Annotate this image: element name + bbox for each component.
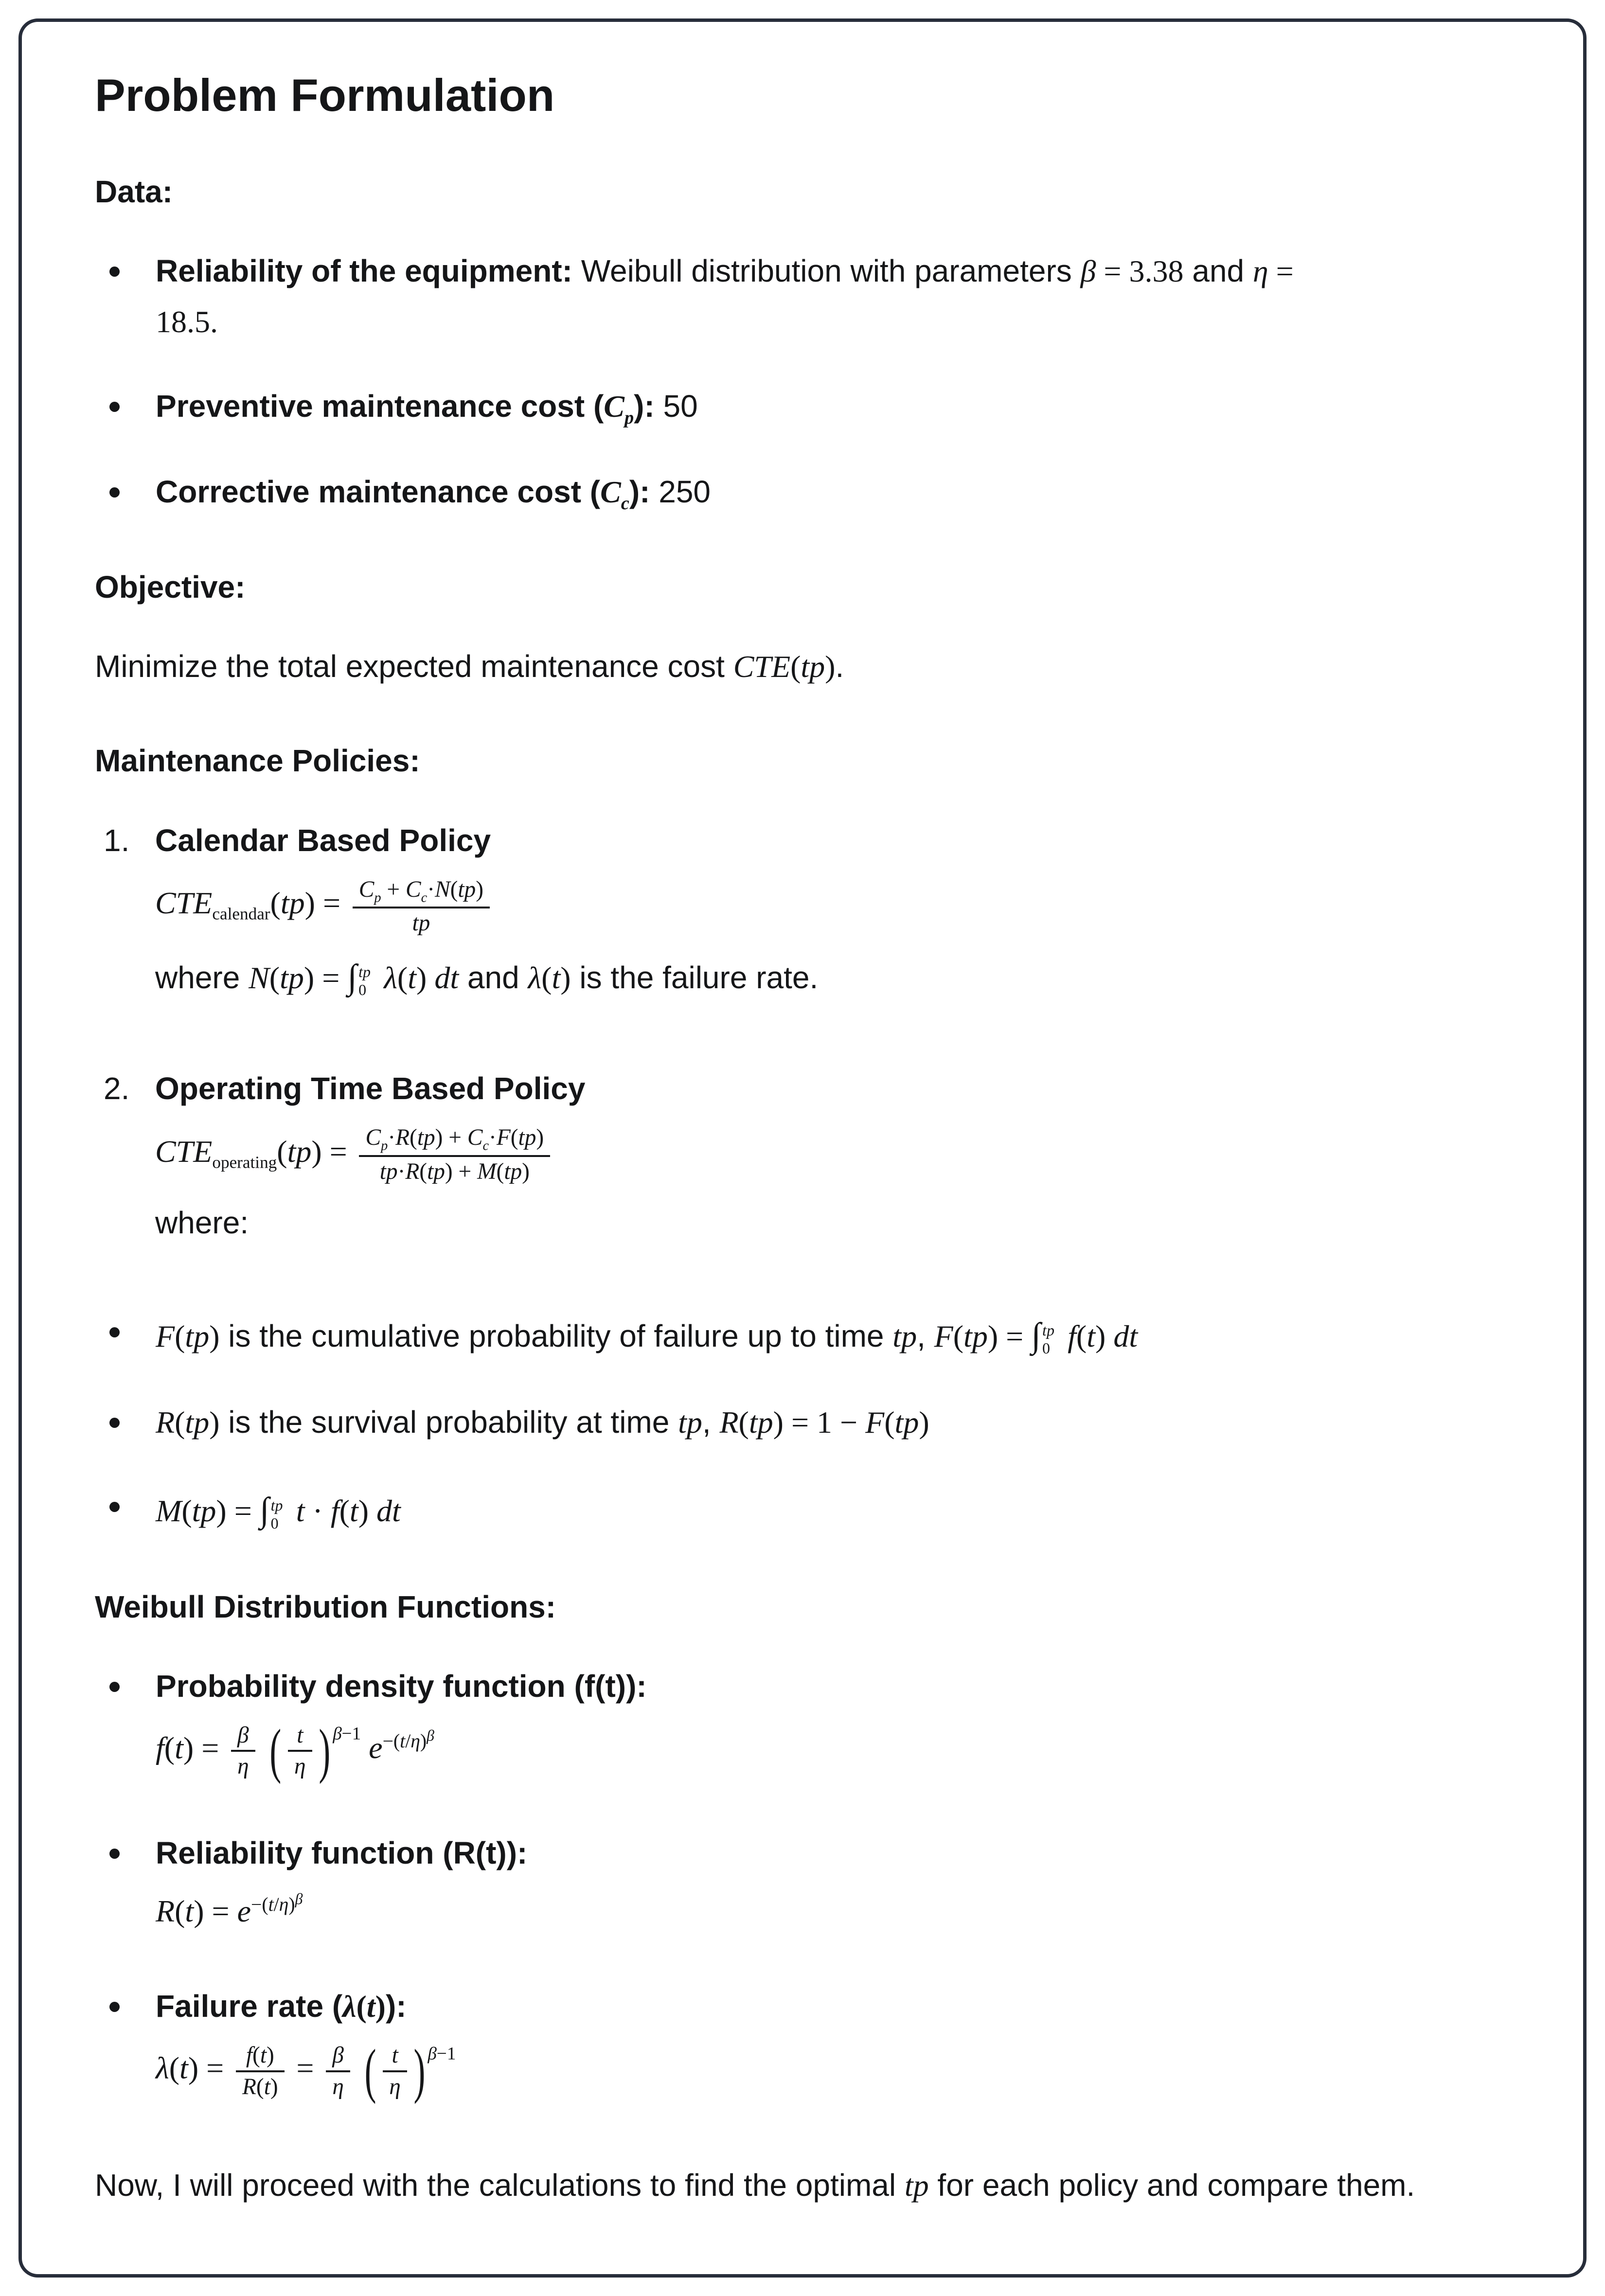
failure-rate-label-end: ):: [385, 1989, 407, 2024]
list-item-pdf: [95, 1661, 1510, 1794]
where-text: where: [155, 960, 249, 995]
bullet-icon: [109, 1682, 120, 1692]
lambda-t-symbol: λ(t): [342, 1989, 386, 2024]
fraction-numerator: f(t): [246, 2042, 274, 2068]
tp-symbol: tp: [892, 1318, 917, 1353]
and-text: and: [1183, 253, 1253, 289]
reliability-formula: [156, 1887, 1510, 1935]
n-tp-integral: N(tp) = ∫ tp 0 λ(t) dt: [249, 957, 459, 999]
fraction: [288, 1721, 312, 1781]
list-item-text: [156, 1661, 1510, 1794]
objective-period: .: [835, 649, 844, 684]
fraction: [236, 2041, 285, 2101]
bullet-icon: [109, 1327, 120, 1337]
policy2-where: [155, 1199, 1510, 1246]
fraction-denominator: η: [383, 2070, 407, 2102]
reliability-fn-label: Reliability function (R(t)):: [156, 1835, 528, 1871]
weibull-heading: Weibull Distribution Functions:: [95, 1589, 556, 1624]
list-item-reliability: [95, 246, 1510, 347]
eta-symbol: η =: [1252, 254, 1294, 289]
preventive-label-end: ):: [634, 388, 655, 424]
document-page: [18, 18, 1587, 2278]
fraction: [231, 1721, 255, 1781]
closing-paragraph: [95, 2160, 1510, 2211]
policy-item-calendar: [95, 816, 1510, 1013]
policy1-formula: [155, 875, 1510, 938]
right-paren: ): [413, 2036, 426, 2105]
m-tp-integral: M(tp) = ∫ tp 0 t · f(t) dt: [156, 1490, 401, 1532]
data-bullet-list: [95, 246, 1510, 518]
fraction-denominator: tp: [353, 907, 490, 938]
fraction-denominator: tp·R(tp) + M(tp): [359, 1155, 550, 1187]
list-item-f-definition: [95, 1307, 1510, 1363]
closing-text-start: Now, I will proceed with the calculations to find the optimal: [95, 2168, 905, 2203]
pdf-label: Probability density function (f(t)):: [156, 1669, 647, 1704]
preventive-label: Preventive maintenance cost (: [156, 388, 604, 424]
list-item-text: [156, 467, 1510, 518]
policy-body: [155, 816, 1510, 1013]
reliability-label: Reliability of the equipment:: [156, 253, 572, 289]
bullet-icon: [109, 1418, 120, 1428]
policies-heading: Maintenance Policies:: [95, 743, 420, 779]
r-tp-symbol: R(tp): [156, 1405, 220, 1440]
cp-symbol: $C_p$: [604, 389, 634, 428]
list-item-text: [156, 381, 1510, 433]
list-item-r-definition: [95, 1397, 1510, 1448]
equals-sign: =: [288, 2050, 322, 2085]
list-item-text: [156, 1981, 1510, 2114]
policy1-title: Calendar Based Policy: [155, 822, 491, 858]
fraction-numerator: β: [237, 1722, 249, 1748]
failure-rate-label: Failure rate (: [156, 1989, 343, 2024]
failure-rate-formula: [156, 2036, 1510, 2105]
bullet-icon: [109, 2002, 120, 2012]
corrective-label-end: ):: [629, 474, 650, 509]
fraction-denominator: η: [288, 1750, 312, 1781]
fraction-denominator: R(t): [236, 2070, 285, 2102]
f-definition-text: is the cumulative probability of failure up to time: [219, 1318, 893, 1353]
list-number: 2.: [104, 1071, 130, 1106]
policy-item-operating: [95, 1064, 1510, 1255]
exponent: β−1: [428, 2044, 456, 2064]
tp-symbol: tp: [678, 1405, 702, 1440]
policy2-title: Operating Time Based Policy: [155, 1071, 586, 1106]
f-tp-symbol: F(tp): [156, 1318, 220, 1353]
fraction: [359, 1123, 550, 1186]
cte-expression: CTE(tp): [733, 649, 836, 684]
fraction: [326, 2041, 350, 2101]
list-item-corrective-cost: [95, 467, 1510, 518]
corrective-value: 250: [650, 474, 711, 509]
fraction-denominator: η: [231, 1750, 255, 1781]
reliability-text: Weibull distribution with parameters: [572, 253, 1081, 289]
comma-text: ,: [917, 1318, 934, 1353]
lambda-symbol: λ(t): [528, 960, 571, 995]
corrective-label: Corrective maintenance cost (: [156, 474, 601, 509]
r-definition-text: is the survival probability at time: [219, 1404, 678, 1440]
formula-lhs: λ(t) =: [156, 2050, 232, 2085]
where-text: where:: [155, 1205, 249, 1240]
tp-symbol: tp: [904, 2168, 929, 2203]
formula-lhs: CTEoperating(tp) =: [155, 1134, 355, 1172]
eta-value: 18.5.: [156, 304, 218, 339]
weibull-bullet-list: [95, 1661, 1510, 2114]
objective-sentence: Minimize the total expected maintenance cost: [95, 649, 733, 684]
objective-heading: Objective:: [95, 569, 246, 605]
left-paren: (: [269, 1716, 282, 1785]
list-item-m-definition: [95, 1481, 1510, 1538]
fraction-numerator: t: [392, 2042, 398, 2068]
policy2-formula: [155, 1123, 1510, 1186]
data-section-heading: Data:: [95, 174, 173, 209]
preventive-value: 50: [654, 388, 698, 424]
fraction-numerator: β: [332, 2042, 344, 2068]
failure-rate-text: is the failure rate.: [571, 960, 819, 995]
comma-text: ,: [702, 1404, 720, 1440]
fraction-denominator: η: [326, 2070, 350, 2102]
fraction-numerator: t: [297, 1722, 303, 1748]
page-title: Problem Formulation: [95, 70, 555, 121]
pdf-formula: [156, 1716, 1510, 1785]
right-paren: ): [319, 1716, 331, 1785]
and-text: and: [459, 960, 528, 995]
r-t-equation: $R(t) = e^{-(t/\eta)^\beta}$: [156, 1890, 303, 1929]
beta-value: β = 3.38: [1080, 254, 1184, 289]
exp-term: $e^{-(t/\eta)^\beta}$: [369, 1726, 434, 1765]
policy-body: [155, 1064, 1510, 1255]
closing-text-end: for each policy and compare them.: [928, 2168, 1415, 2203]
list-item-text: [156, 1307, 1510, 1363]
formula-lhs: CTEcalendar(tp) =: [155, 886, 349, 924]
list-item-reliability-fn: [95, 1828, 1510, 1947]
bullet-icon: [109, 487, 120, 498]
list-item-text: [156, 1481, 1510, 1538]
bullet-icon: [109, 1849, 120, 1859]
f-tp-integral: F(tp) = ∫ tp 0 f(t) dt: [934, 1315, 1138, 1357]
cc-symbol: $C_c$: [600, 474, 629, 514]
policy1-where: [155, 951, 1510, 1003]
list-item-text: [156, 246, 1510, 347]
list-item-text: [156, 1828, 1510, 1947]
fraction: [353, 875, 490, 938]
left-paren: (: [364, 2036, 376, 2105]
fraction: [383, 2041, 407, 2101]
fraction-numerator: $C_p + C_c\cdot N(tp)$: [358, 876, 483, 905]
bullet-icon: [109, 267, 120, 277]
objective-text: [95, 641, 1510, 692]
list-item-failure-rate: [95, 1981, 1510, 2114]
formula-lhs: f(t) =: [156, 1730, 227, 1765]
list-item-preventive-cost: [95, 381, 1510, 433]
r-tp-equation: R(tp) = 1 − F(tp): [719, 1405, 929, 1440]
exponent: β−1: [333, 1724, 361, 1744]
list-item-text: [156, 1397, 1510, 1448]
bullet-icon: [109, 402, 120, 412]
definitions-bullet-list: [95, 1307, 1510, 1538]
bullet-icon: [109, 1502, 120, 1512]
list-number: 1.: [104, 822, 130, 858]
fraction-numerator: $C_p\cdot R(tp) + C_c\cdot F(tp)$: [365, 1125, 544, 1154]
